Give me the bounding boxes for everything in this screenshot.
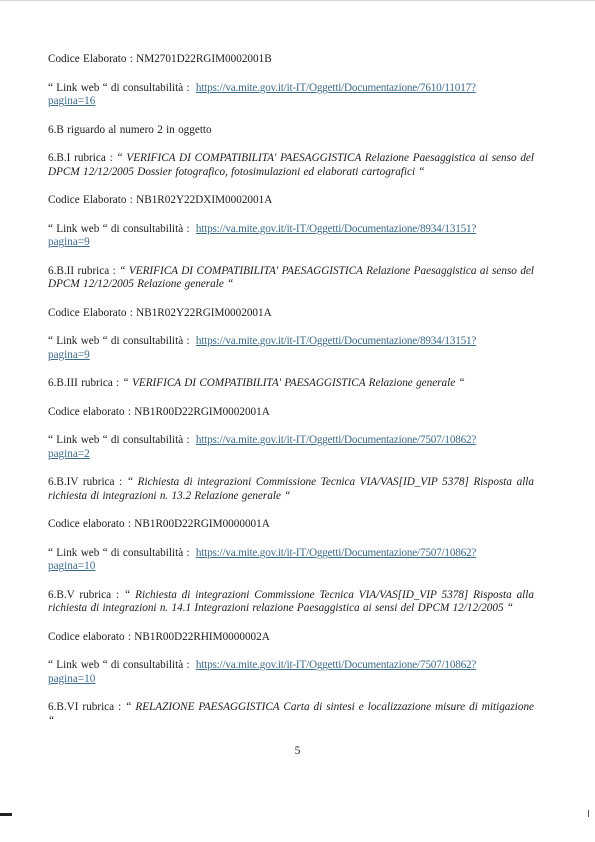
link-label: “ Link web “ di consultabilità : [48,659,190,671]
link-url-line-2[interactable]: pagina=9 [48,348,90,361]
rubric-title: “ Richiesta di integrazioni Commissione Tecnica VIA/VAS[ID_VIP 5378] Risposta alla richiesta di integrazioni n. 14.1 Integrazioni relazione Paesaggistica ai sensi del DPCM 12/12/2005 “ [48,588,534,614]
code-line: Codice Elaborato : NM2701D22RGIM0002001B [48,53,272,65]
code-line: Codice Elaborato : NB1R02Y22RGIM0002001A [48,306,272,319]
link-url-line-1[interactable]: https://va.mite.gov.it/it-IT/Oggetti/Documentazione/8934/13151? [195,335,477,347]
scan-mark [0,813,12,816]
section-heading: 6.B riguardo al numero 2 in oggetto [48,123,212,136]
code-line: Codice Elaborato : NB1R02Y22DXIM0002001A [48,194,273,206]
link-label: “ Link web “ di consultabilità : [48,434,190,446]
link-url-line-1[interactable]: https://va.mite.gov.it/it-IT/Oggetti/Documentazione/7507/10862? [195,434,477,446]
code-line: Codice elaborato : NB1R00D22RGIM0002001A [48,405,270,418]
link-label: “ Link web “ di consultabilità : [48,335,190,347]
link-url-line-1[interactable]: https://va.mite.gov.it/it-IT/Oggetti/Documentazione/7507/10862? [195,659,477,671]
document-body [48,53,534,743]
rubric-title: “ VERIFICA DI COMPATIBILITA' PAESAGGISTICA Relazione generale “ [122,377,465,389]
link-url-line-1[interactable]: https://va.mite.gov.it/it-IT/Oggetti/Documentazione/7507/10862? [195,546,477,559]
web-link-entry [48,547,534,574]
rubric-title: “ Richiesta di integrazioni Commissione Tecnica VIA/VAS[ID_VIP 5378] Risposta alla richiesta di integrazioni n. 13.2 Relazione generale “ [48,476,535,502]
rubric-entry [48,476,534,503]
rubric-label: 6.B.V rubrica : [48,588,120,601]
page-number: 5 [294,745,301,757]
scan-edge-line [0,0,595,1]
link-label: “ Link web “ di consultabilità : [48,546,190,559]
rubric-entry [48,152,534,179]
rubric-label: 6.B.II rubrica : [48,264,116,277]
rubric-title: “ VERIFICA DI COMPATIBILITA' PAESAGGISTICA Relazione Paesaggistica ai senso del DPCM 12/12/2005 Dossier fotografico, fotosimulazioni ed elaborati cartografici “ [48,152,534,178]
link-url-line-2[interactable]: pagina=16 [48,95,96,107]
rubric-entry [48,265,534,292]
web-link-entry [48,82,534,109]
web-link-entry [48,434,534,461]
link-url-line-2[interactable]: pagina=2 [48,447,90,460]
scan-mark [588,810,589,817]
link-url-line-2[interactable]: pagina=10 [48,672,96,685]
link-label: “ Link web “ di consultabilità : [48,81,190,94]
link-url-line-2[interactable]: pagina=9 [48,236,90,248]
code-line: Codice elaborato : NB1R00D22RGIM0000001A [48,518,270,530]
rubric-label: 6.B.III rubrica : [48,377,120,389]
web-link-entry [48,659,534,686]
link-url-line-2[interactable]: pagina=10 [48,560,96,572]
rubric-entry [48,377,534,391]
rubric-label: 6.B.I rubrica : [48,152,113,164]
rubric-entry [48,701,534,728]
web-link-entry [48,223,534,250]
rubric-label: 6.B.IV rubrica : [48,476,123,488]
rubric-label: 6.B.VI rubrica : [48,701,122,713]
link-label: “ Link web “ di consultabilità : [48,222,190,235]
rubric-title: “ RELAZIONE PAESAGGISTICA Carta di sintesi e localizzazione misure di mitigazione “ [48,701,535,727]
link-url-line-1[interactable]: https://va.mite.gov.it/it-IT/Oggetti/Documentazione/7610/11017? [195,81,476,94]
rubric-entry [48,589,534,616]
link-url-line-1[interactable]: https://va.mite.gov.it/it-IT/Oggetti/Documentazione/8934/13151? [195,222,477,235]
code-line: Codice elaborato : NB1R00D22RHIM0000002A [48,630,270,643]
web-link-entry [48,335,534,362]
rubric-title: “ VERIFICA DI COMPATIBILITA' PAESAGGISTICA Relazione Paesaggistica ai senso del DPCM 12/12/2005 Relazione generale “ [48,264,535,290]
